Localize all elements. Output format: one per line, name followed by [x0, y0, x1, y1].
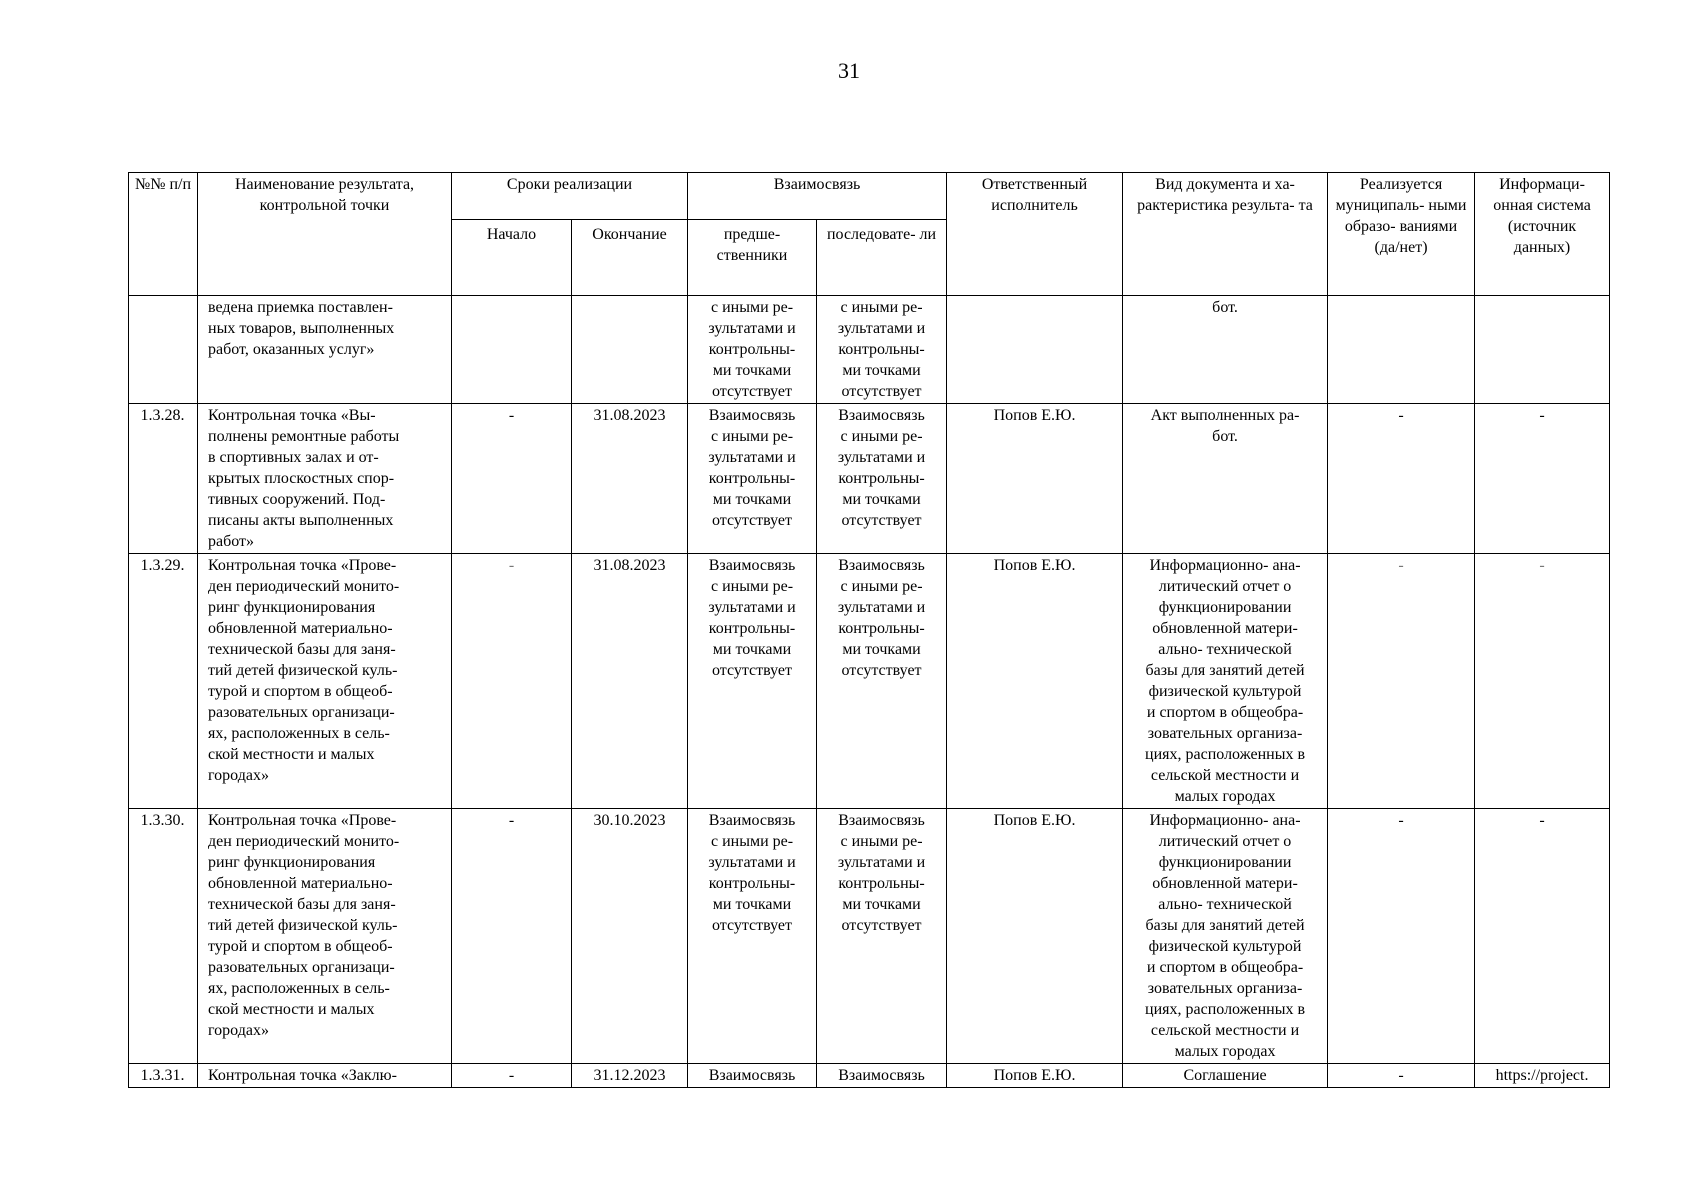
header-relation-next: последовате- ли	[817, 220, 947, 296]
row-prev: с иными ре- зультатами и контрольны- ми точками отсутствует	[688, 296, 817, 404]
row-num	[129, 296, 198, 404]
row-name: Контрольная точка «Вы- полнены ремонтные работы в спортивных залах и от- крытых плоскостных спор- тивных сооружений. Под- писаны акты выполненных работ»	[198, 404, 452, 554]
row-info: -	[1475, 809, 1610, 1064]
table-row	[129, 809, 1610, 1064]
header-relation-prev: предше- ственники	[688, 220, 817, 296]
row-responsible: Попов Е.Ю.	[947, 1064, 1123, 1088]
row-info: https://project.	[1475, 1064, 1610, 1088]
row-start	[452, 296, 572, 404]
row-municipal	[1328, 296, 1475, 404]
row-prev: Взаимосвязь с иными ре- зультатами и контрольны- ми точками отсутствует	[688, 809, 817, 1064]
row-num: 1.3.31.	[129, 1064, 198, 1088]
header-name: Наименование результата, контрольной точки	[198, 173, 452, 296]
header-terms-end: Окончание	[572, 220, 688, 296]
row-responsible: Попов Е.Ю.	[947, 404, 1123, 554]
row-responsible: Попов Е.Ю.	[947, 809, 1123, 1064]
page-number: 31	[838, 58, 860, 83]
row-name: Контрольная точка «Прове- ден периодический монито- ринг функционирования обновленной материально- технической базы для заня- тий детей физической куль- турой и спортом в общеоб- разовательных организаци- ях, расположенных в сель- ской местности и малых городах»	[198, 554, 452, 809]
table-row	[129, 554, 1610, 809]
row-start: -	[452, 554, 572, 809]
header-info-system: Информаци- онная система (источник данных)	[1475, 173, 1610, 296]
table-row	[129, 404, 1610, 554]
row-responsible	[947, 296, 1123, 404]
row-prev: Взаимосвязь с иными ре- зультатами и контрольны- ми точками отсутствует	[688, 554, 817, 809]
header-relation: Взаимосвязь	[688, 173, 947, 220]
table-header-row	[129, 173, 1610, 220]
row-next: Взаимосвязь с иными ре- зультатами и контрольны- ми точками отсутствует	[817, 404, 947, 554]
control-points-table	[128, 172, 1610, 1088]
row-prev: Взаимосвязь	[688, 1064, 817, 1088]
row-start: -	[452, 404, 572, 554]
row-name: ведена приемка поставлен- ных товаров, выполненных работ, оказанных услуг»	[198, 296, 452, 404]
header-num: №№ п/п	[129, 173, 198, 296]
row-doc: бот.	[1123, 296, 1328, 404]
row-end: 30.10.2023	[572, 809, 688, 1064]
row-next: Взаимосвязь с иными ре- зультатами и контрольны- ми точками отсутствует	[817, 809, 947, 1064]
row-next: с иными ре- зультатами и контрольны- ми точками отсутствует	[817, 296, 947, 404]
row-end: 31.12.2023	[572, 1064, 688, 1088]
row-responsible: Попов Е.Ю.	[947, 554, 1123, 809]
row-num: 1.3.29.	[129, 554, 198, 809]
row-doc: Информационно- ана- литический отчет о функционировании обновленной матери- ально- технической базы для занятий детей физической культурой и спортом в общеобра- зовательных организа- циях, расположенных в сельской местности и малых городах	[1123, 554, 1328, 809]
row-name: Контрольная точка «Прове- ден периодический монито- ринг функционирования обновленной материально- технической базы для заня- тий детей физической куль- турой и спортом в общеоб- разовательных организаци- ях, расположенных в сель- ской местности и малых городах»	[198, 809, 452, 1064]
row-end	[572, 296, 688, 404]
row-doc: Соглашение	[1123, 1064, 1328, 1088]
row-doc: Акт выполненных ра- бот.	[1123, 404, 1328, 554]
header-municipal: Реализуется муниципаль- ными образо- ваниями (да/нет)	[1328, 173, 1475, 296]
row-num: 1.3.30.	[129, 809, 198, 1064]
row-municipal: -	[1328, 554, 1475, 809]
row-info: -	[1475, 554, 1610, 809]
row-info: -	[1475, 404, 1610, 554]
row-num: 1.3.28.	[129, 404, 198, 554]
row-start: -	[452, 1064, 572, 1088]
row-municipal: -	[1328, 404, 1475, 554]
row-prev: Взаимосвязь с иными ре- зультатами и контрольны- ми точками отсутствует	[688, 404, 817, 554]
header-responsible: Ответственный исполнитель	[947, 173, 1123, 296]
row-info	[1475, 296, 1610, 404]
row-end: 31.08.2023	[572, 404, 688, 554]
row-start: -	[452, 809, 572, 1064]
table-row	[129, 1064, 1610, 1088]
row-next: Взаимосвязь	[817, 1064, 947, 1088]
header-terms: Сроки реализации	[452, 173, 688, 220]
row-municipal: -	[1328, 1064, 1475, 1088]
header-doc-type: Вид документа и ха- рактеристика результа- та	[1123, 173, 1328, 296]
row-next: Взаимосвязь с иными ре- зультатами и контрольны- ми точками отсутствует	[817, 554, 947, 809]
row-name: Контрольная точка «Заклю-	[198, 1064, 452, 1088]
row-municipal: -	[1328, 809, 1475, 1064]
row-doc: Информационно- ана- литический отчет о функционировании обновленной матери- ально- технической базы для занятий детей физической культурой и спортом в общеобра- зовательных организа- циях, расположенных в сельской местности и малых городах	[1123, 809, 1328, 1064]
table-row	[129, 296, 1610, 404]
row-end: 31.08.2023	[572, 554, 688, 809]
header-terms-start: Начало	[452, 220, 572, 296]
